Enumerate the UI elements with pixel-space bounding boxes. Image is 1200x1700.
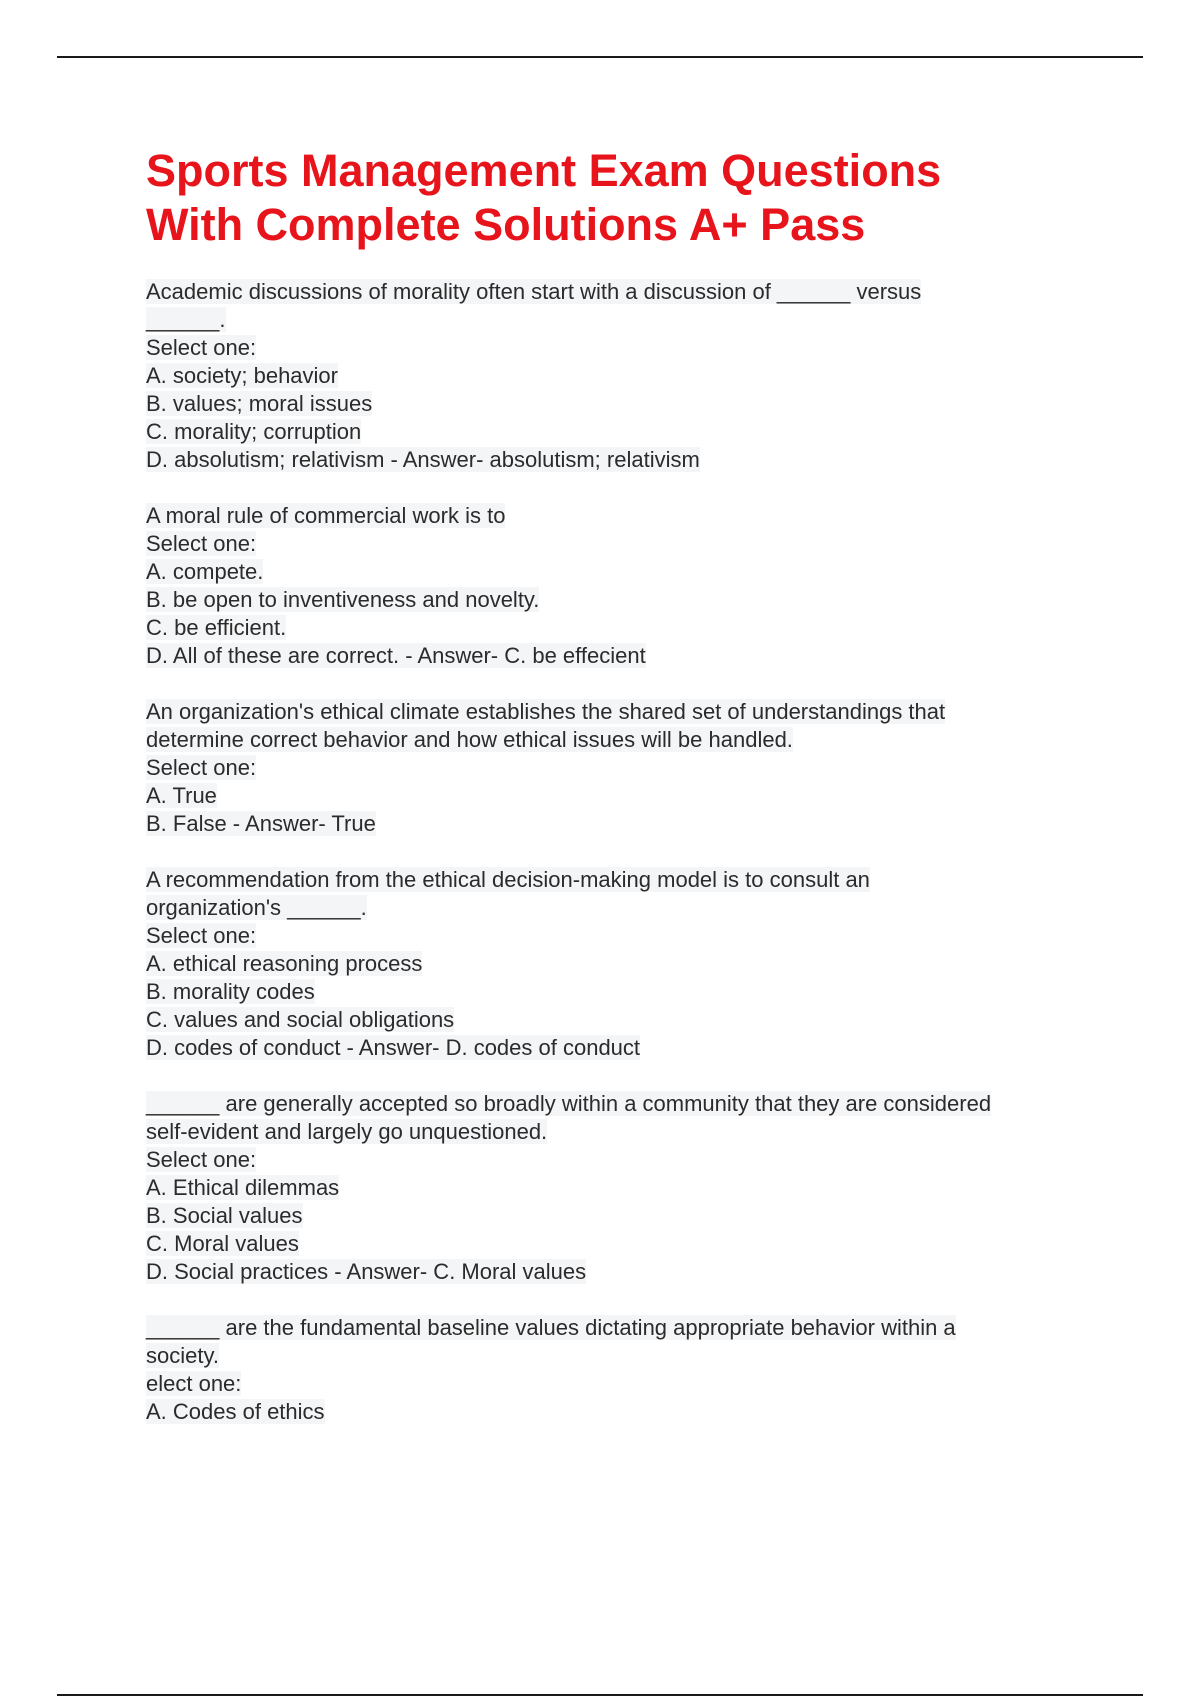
- line-text: A. compete.: [146, 559, 264, 584]
- title-line-1: Sports Management Exam Questions: [146, 145, 942, 196]
- line-text: B. False - Answer- True: [146, 811, 376, 836]
- question-line: [146, 810, 1086, 838]
- line-text: C. morality; corruption: [146, 419, 362, 444]
- line-text: D. absolutism; relativism - Answer- absolutism; relativism: [146, 447, 700, 472]
- question-text: [146, 278, 1086, 306]
- line-text: A recommendation from the ethical decision-making model is to consult an: [146, 867, 870, 892]
- question-line: [146, 1146, 1086, 1174]
- line-text: Select one:: [146, 1147, 257, 1172]
- question-text: [146, 866, 1086, 894]
- question-line: [146, 362, 1086, 390]
- question-line: [146, 306, 1086, 334]
- line-text: ______ are the fundamental baseline values dictating appropriate behavior within a: [146, 1315, 956, 1340]
- question-line: [146, 446, 1086, 474]
- line-text: self-evident and largely go unquestioned.: [146, 1119, 548, 1144]
- title-line-2: With Complete Solutions A+ Pass: [146, 199, 866, 250]
- line-text: ______.: [146, 307, 226, 332]
- question-line: [146, 418, 1086, 446]
- question-line: [146, 1230, 1086, 1258]
- line-text: A. Ethical dilemmas: [146, 1175, 340, 1200]
- question-line: [146, 1370, 1086, 1398]
- line-text: A. society; behavior: [146, 363, 338, 388]
- question-line: [146, 950, 1086, 978]
- line-text: An organization's ethical climate establishes the shared set of understandings that: [146, 699, 946, 724]
- line-text: Select one:: [146, 755, 257, 780]
- question-line: [146, 1174, 1086, 1202]
- question-text: [146, 502, 1086, 530]
- line-text: B. values; moral issues: [146, 391, 373, 416]
- question-block: [146, 698, 1086, 838]
- question-block: [146, 1314, 1086, 1426]
- question-block: [146, 1090, 1086, 1286]
- question-line: [146, 978, 1086, 1006]
- question-line: [146, 334, 1086, 362]
- line-text: C. values and social obligations: [146, 1007, 455, 1032]
- line-text: Select one:: [146, 335, 257, 360]
- line-text: B. morality codes: [146, 979, 315, 1004]
- question-line: [146, 558, 1086, 586]
- question-line: [146, 390, 1086, 418]
- question-line: [146, 922, 1086, 950]
- line-text: determine correct behavior and how ethical issues will be handled.: [146, 727, 793, 752]
- line-text: elect one:: [146, 1371, 242, 1396]
- question-line: [146, 1118, 1086, 1146]
- line-text: A. True: [146, 783, 217, 808]
- question-line: [146, 1202, 1086, 1230]
- line-text: Select one:: [146, 923, 257, 948]
- line-text: A. Codes of ethics: [146, 1399, 325, 1424]
- line-text: organization's ______.: [146, 895, 367, 920]
- line-text: D. codes of conduct - Answer- D. codes of conduct: [146, 1035, 641, 1060]
- document-title: [146, 144, 1086, 252]
- question-line: [146, 754, 1086, 782]
- line-text: ______ are generally accepted so broadly within a community that they are considered: [146, 1091, 992, 1116]
- question-line: [146, 1006, 1086, 1034]
- line-text: D. All of these are correct. - Answer- C. be effecient: [146, 643, 646, 668]
- question-line: [146, 530, 1086, 558]
- question-block: [146, 866, 1086, 1062]
- question-block: [146, 278, 1086, 474]
- question-line: [146, 642, 1086, 670]
- line-text: B. Social values: [146, 1203, 303, 1228]
- line-text: C. Moral values: [146, 1231, 299, 1256]
- question-line: [146, 586, 1086, 614]
- document-body: [146, 144, 1086, 1454]
- line-text: Academic discussions of morality often start with a discussion of ______ versus: [146, 279, 922, 304]
- question-text: [146, 698, 1086, 726]
- line-text: society.: [146, 1343, 219, 1368]
- question-line: [146, 614, 1086, 642]
- question-line: [146, 726, 1086, 754]
- line-text: D. Social practices - Answer- C. Moral values: [146, 1259, 587, 1284]
- question-line: [146, 1258, 1086, 1286]
- line-text: A moral rule of commercial work is to: [146, 503, 506, 528]
- line-text: B. be open to inventiveness and novelty.: [146, 587, 540, 612]
- question-text: [146, 1314, 1086, 1342]
- question-line: [146, 782, 1086, 810]
- line-text: C. be efficient.: [146, 615, 287, 640]
- question-line: [146, 1398, 1086, 1426]
- question-list: [146, 278, 1086, 1426]
- line-text: A. ethical reasoning process: [146, 951, 423, 976]
- question-line: [146, 1034, 1086, 1062]
- question-line: [146, 894, 1086, 922]
- bottom-rule: [57, 1694, 1143, 1696]
- question-line: [146, 1342, 1086, 1370]
- top-rule: [57, 56, 1143, 58]
- line-text: Select one:: [146, 531, 257, 556]
- question-block: [146, 502, 1086, 670]
- question-text: [146, 1090, 1086, 1118]
